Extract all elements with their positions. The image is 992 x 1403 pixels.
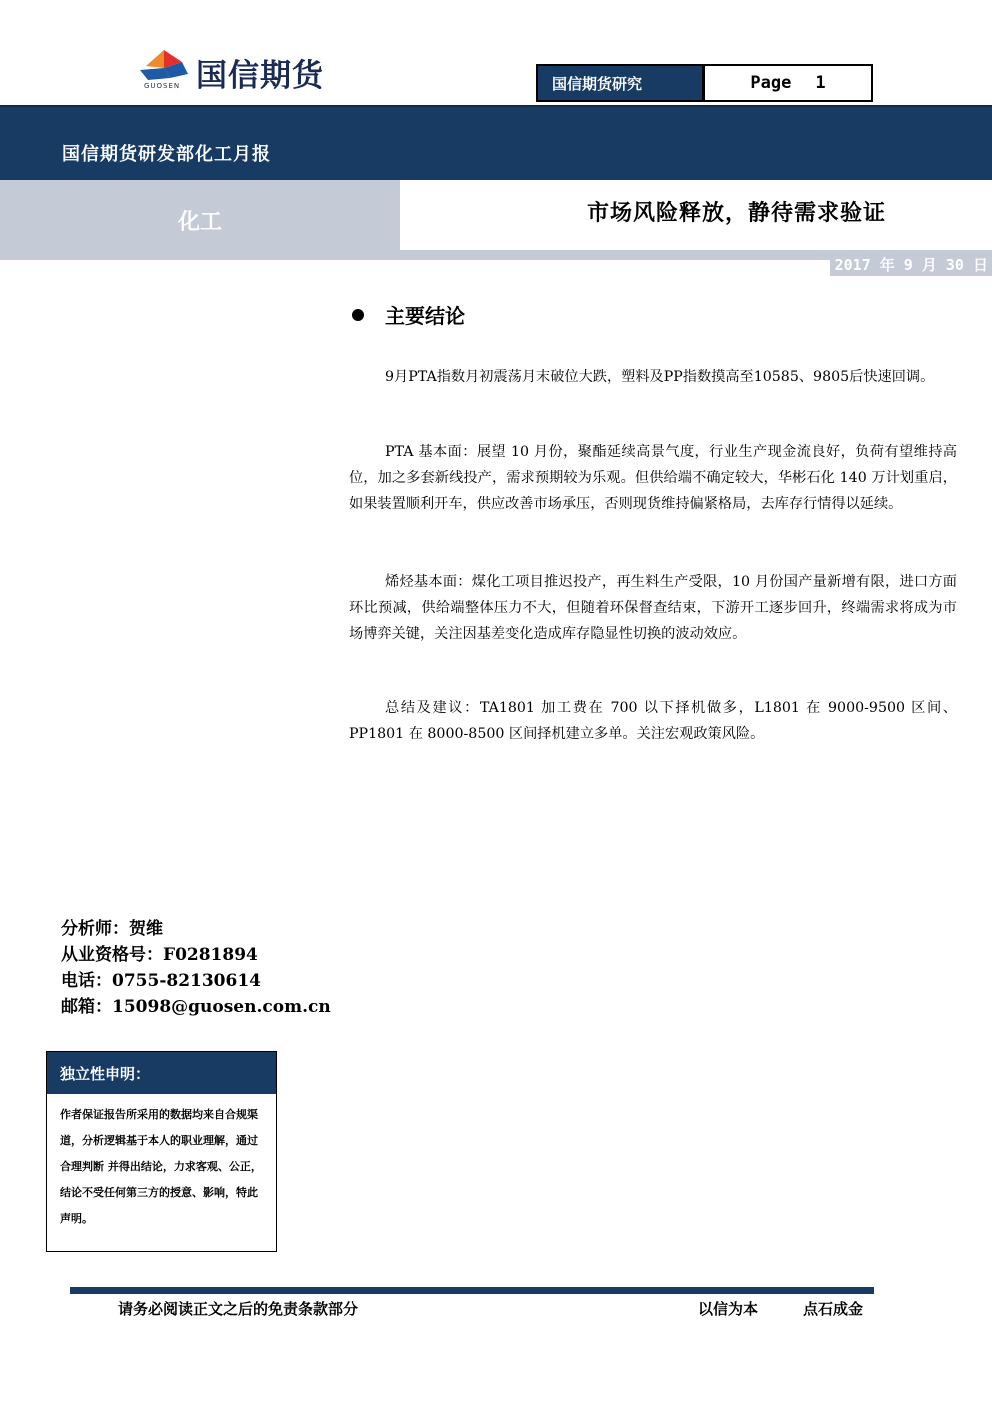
paragraph-olefin: 烯烃基本面：煤化工项目推迟投产，再生料生产受限，10 月份国产量新增有限，进口方面环比预减，供给端整体压力不大，但随着环保督查结束，下游开工逐步回升，终端需求将成为市场博弈关键，关注因基差变化造成库存隐显性切换的波动效应。 bbox=[349, 574, 957, 642]
analyst-name: 分析师：贺维 bbox=[61, 919, 163, 939]
logo-subtext: GUOSEN bbox=[144, 82, 181, 90]
bullet-icon bbox=[352, 309, 364, 321]
logo-text: 国信期货 bbox=[196, 58, 324, 94]
research-label: 国信期货研究 bbox=[538, 66, 705, 100]
analyst-email: 邮箱：15098@guosen.com.cn bbox=[61, 997, 331, 1017]
paragraph-pta: PTA 基本面：展望 10 月份，聚酯延续高景气度，行业生产现金流良好，负荷有望维持高位，加之多套新线投产，需求预期较为乐观。但供给端不确定较大，华彬石化 140 万计划重启，如果装置顺利开车，供应改善市场承压，否则现货维持偏紧格局，去库存行情得以延续。 bbox=[349, 444, 957, 512]
independence-box bbox=[46, 1051, 277, 1252]
footer-motto-2: 点石成金 bbox=[803, 1300, 864, 1318]
company-logo bbox=[138, 48, 373, 94]
footer-motto-1: 以信为本 bbox=[698, 1300, 759, 1318]
independence-title: 独立性申明： bbox=[47, 1052, 276, 1094]
paragraph-conclusion: 总结及建议：TA1801 加工费在 700 以下择机做多，L1801 在 9000-9500 区间、PP1801 在 8000-8500 区间择机建立多单。关注宏观政策风险。 bbox=[349, 700, 957, 742]
analyst-phone: 电话：0755-82130614 bbox=[61, 971, 261, 991]
report-date: 2017 年 9 月 30 日 bbox=[834, 256, 988, 274]
paragraph-summary: 9月PTA指数月初震荡月末破位大跌，塑料及PP指数摸高至10585、9805后快速回调。 bbox=[385, 369, 935, 385]
page-number: 1 bbox=[815, 73, 826, 93]
header-box bbox=[536, 64, 873, 102]
report-headline: 市场风险释放，静待需求验证 bbox=[586, 200, 886, 226]
footer-disclaimer: 请务必阅读正文之后的免责条款部分 bbox=[118, 1300, 359, 1318]
page-label: Page bbox=[750, 73, 792, 93]
independence-body: 作者保证报告所采用的数据均来自合规渠道，分析逻辑基于本人的职业理解，通过合理判断 并得出结论，力求客观、公正，结论不受任何第三方的授意、影响，特此声明。 bbox=[60, 1108, 262, 1225]
footer-line bbox=[70, 1287, 874, 1294]
sector-label: 化工 bbox=[177, 209, 222, 235]
analyst-license: 从业资格号：F0281894 bbox=[61, 945, 258, 965]
section-title: 主要结论 bbox=[385, 304, 465, 328]
report-series-title: 国信期货研发部化工月报 bbox=[62, 144, 271, 165]
page-indicator bbox=[705, 66, 871, 100]
